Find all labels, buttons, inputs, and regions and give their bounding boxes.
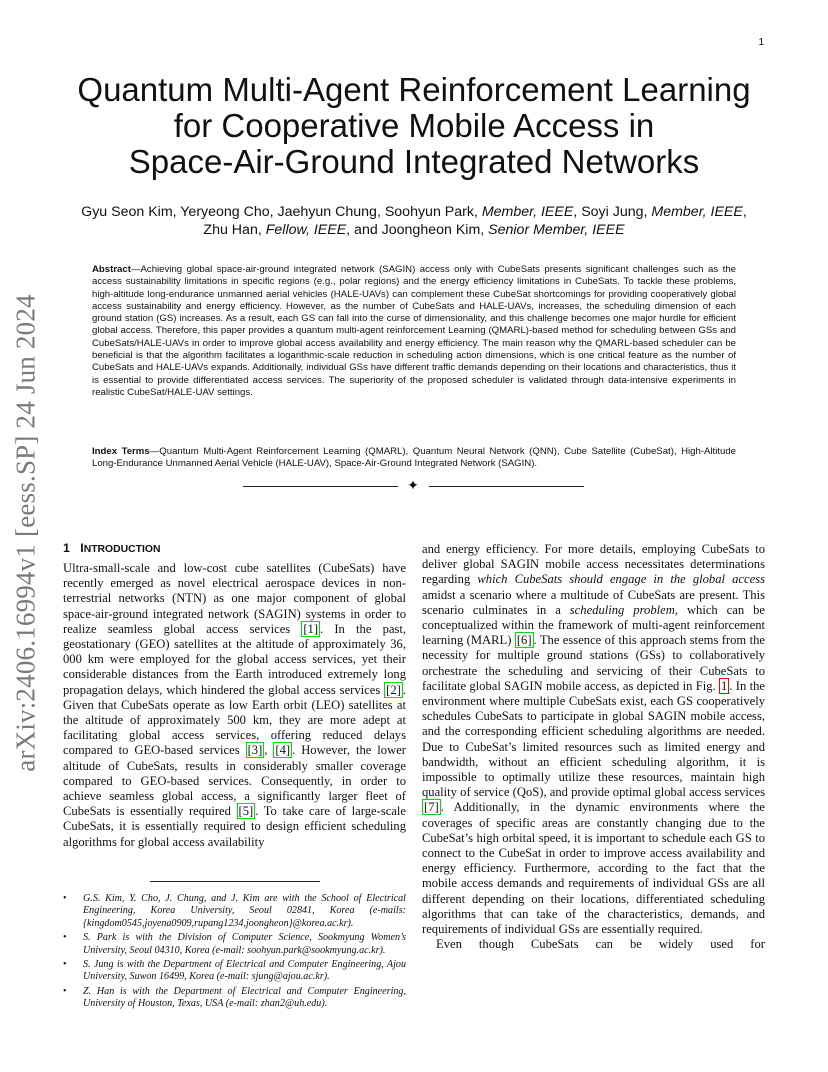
title-line: for Cooperative Mobile Access in — [173, 107, 655, 144]
citation-link[interactable]: [3] — [247, 743, 263, 758]
index-terms-text: —Quantum Multi-Agent Reinforcement Learning (QMARL), Quantum Neural Network (QNN), Cube Satellite (CubeSat), High-Altitude Long-Endurance Unmanned Aerial Vehicle (HALE-UAV), Space-Air-Ground Integrated Network (SAGIN). — [92, 446, 737, 470]
paragraph: and energy efficiency. For more details, employing CubeSats to deliver global SAGIN mobile access necessitates determinations regarding which CubeSats should engage in the global access amidst a scenario where a multitude of CubeSats are present. This scenario culminates in a scheduling problem, which can be conceptualized within the framework of multi-agent reinforcement learning (MARL) [6] . The essence of this approach stems from the necessity for multiple ground stations (GSs) to collaboratively orchestrate the scheduling and servicing of their CubeSats to facilitate global SAGIN mobile access, as depicted in Fig. 1 . In the environment where multiple CubeSats exist, each GS cooperatively schedules CubeSats to participate in global SAGIN mobile access, and the corresponding efficient scheduling algorithms are needed. Due to CubeSat’s limited resources such as limited energy and bandwidth, without an efficient scheduling algorithm, it is impossible to optimally utilize these resources, maintain high quality of service (QoS), and provide optimal global access services [7] . Additionally, in the dynamic environments where the coverages of specific areas are constantly changing due to the CubeSat’s high orbital speed, it is important to schedule each GS to connect to the CubeSat in order to improve access availability and energy efficiency. Furthermore, according to the fact that the mobile access demands and requirements of individual GSs are all different depending on their locations, differentiated scheduling algorithms that can take of the characteristics, demands, and requirements of individual GSs are essentially required. — [422, 542, 766, 937]
paper-title — [60, 72, 768, 180]
citation-link[interactable]: [6] — [516, 633, 532, 648]
footnotes — [63, 893, 406, 1013]
section-heading: 1 INTRODUCTION — [63, 541, 161, 555]
title-line: Quantum Multi-Agent Reinforcement Learning — [77, 71, 751, 108]
citation-link[interactable]: [5] — [238, 804, 254, 819]
arxiv-sidebar — [8, 289, 44, 776]
footnote: • S. Park is with the Division of Computer Science, Sookmyung Women’s University, Seoul 04310, Korea (e-mail: soohyun.park@sookmyung.ac.kr). — [63, 932, 406, 957]
citation-link[interactable]: [1] — [303, 621, 319, 636]
citation-link[interactable]: [7] — [424, 800, 439, 815]
abstract-text: —Achieving global space-air-ground integrated network (SAGIN) access only with CubeSats presents significant challenges such as the access sustainability limitations in specific regions (e.g., polar regions) and the energy efficiency limitations in CubeSats. To tackle these problems, high-altitude long-endurance unmanned aerial vehicles (HALE-UAVs) can complement these CubeSat shortcomings for providing cooperatively global access sustainability and energy efficiency. However, as the number of CubeSats and HALE-UAVs, increases, the scheduling dimension of each ground station (GS) increases. As a result, each GS can fall into the curse of dimensionality, and this challenge becomes one major hurdle for efficient global access. Therefore, this paper provides a quantum multi-agent reinforcement Learning (QMARL)-based method for scheduling between GSs and CubeSats/HALE-UAVs in order to improve global access availability and energy efficiency. The main reason why the QMARL-based scheduler can be beneficial is that the algorithm facilitates a logarithmic-scale reduction in scheduling action dimensions, which is one critical feature as the number of CubeSats and HALE-UAVs expands. Additionally, individual GSs have different traffic demands depending on their locations and characteristics, thus it is essential to provide differentiated access services. The superiority of the proposed scheduler is validated through data-intensive experiments in realistic CubeSat/HALE-UAV settings. — [92, 264, 736, 398]
author-list — [56, 203, 772, 239]
section-divider — [243, 478, 584, 494]
body-column-left — [63, 561, 406, 850]
citation-link[interactable]: [4] — [275, 743, 291, 758]
figure-link[interactable]: 1 — [721, 678, 728, 693]
author-line: Zhu Han, Fellow, IEEE, and Joongheon Kim, Senior Member, IEEE — [203, 222, 625, 238]
citation-link[interactable]: [2] — [386, 682, 401, 697]
title-line: Space-Air-Ground Integrated Networks — [128, 143, 700, 180]
footnote: • Z. Han is with the Department of Electrical and Computer Engineering, University of Houston, Texas, USA (e-mail: zhan2@uh.edu). — [63, 986, 406, 1011]
footnote: • S. Jung is with the Department of Electrical and Computer Engineering, Ajou University, Suwon 16499, Korea (e-mail: sjung@ajou.ac.kr). — [63, 959, 406, 984]
author-line: Gyu Seon Kim, Yeryeong Cho, Jaehyun Chung, Soohyun Park, Member, IEEE, Soyi Jung, Member, IEEE, — [81, 204, 747, 220]
paragraph: Ultra-small-scale and low-cost cube satellites (CubeSats) have recently emerged as novel electrical aerospace devices in non-terrestrial networks (NTN) as one major component of global space-air-ground integrated network (SAGIN) systems in order to realize seamless global access services [1] . In the past, geostationary (GEO) satellites at the altitude of approximately 36, 000 km were employed for the global access services, yet their considerable distances from the Earth introduced extremely long propagation delays, which hindered the global access services [2] . Given that CubeSats operate as low Earth orbit (LEO) satellites at the altitude of approximately 500 km, they are more adept at facilitating global access services, offering reduced delays compared to GEO-based services [3] , [4] . However, the lower altitude of CubeSats, results in considerably smaller coverage compared to GEO-based services. Consequently, in order to achieve seamless global access, a significantly larger fleet of CubeSats is essentially required [5] . To take care of large-scale CubeSats, it is essentially required to design efficient scheduling algorithms for global access availability — [63, 561, 407, 849]
abstract-label: Abstract — [92, 264, 131, 275]
index-terms-label: Index Terms — [92, 446, 150, 457]
footnote-rule — [150, 881, 320, 882]
page-number: 1 — [758, 37, 764, 48]
index-terms — [92, 446, 736, 471]
abstract — [92, 264, 736, 399]
arxiv-identifier[interactable]: arXiv:2406.16994v1 [eess.SP] 24 Jun 2024 — [10, 293, 41, 772]
footnote: • G.S. Kim, Y. Cho, J. Chung, and J. Kim are with the School of Electrical Engineering, Korea University, Seoul 02841, Korea (e-mails: {kingdom0545,joyena0909,rupang1234,joongheon}@korea.ac.kr). — [63, 893, 406, 930]
divider-star-icon: ✦ — [407, 478, 419, 494]
paragraph: Even though CubeSats can be widely used for — [436, 937, 765, 952]
body-column-right — [422, 542, 765, 952]
